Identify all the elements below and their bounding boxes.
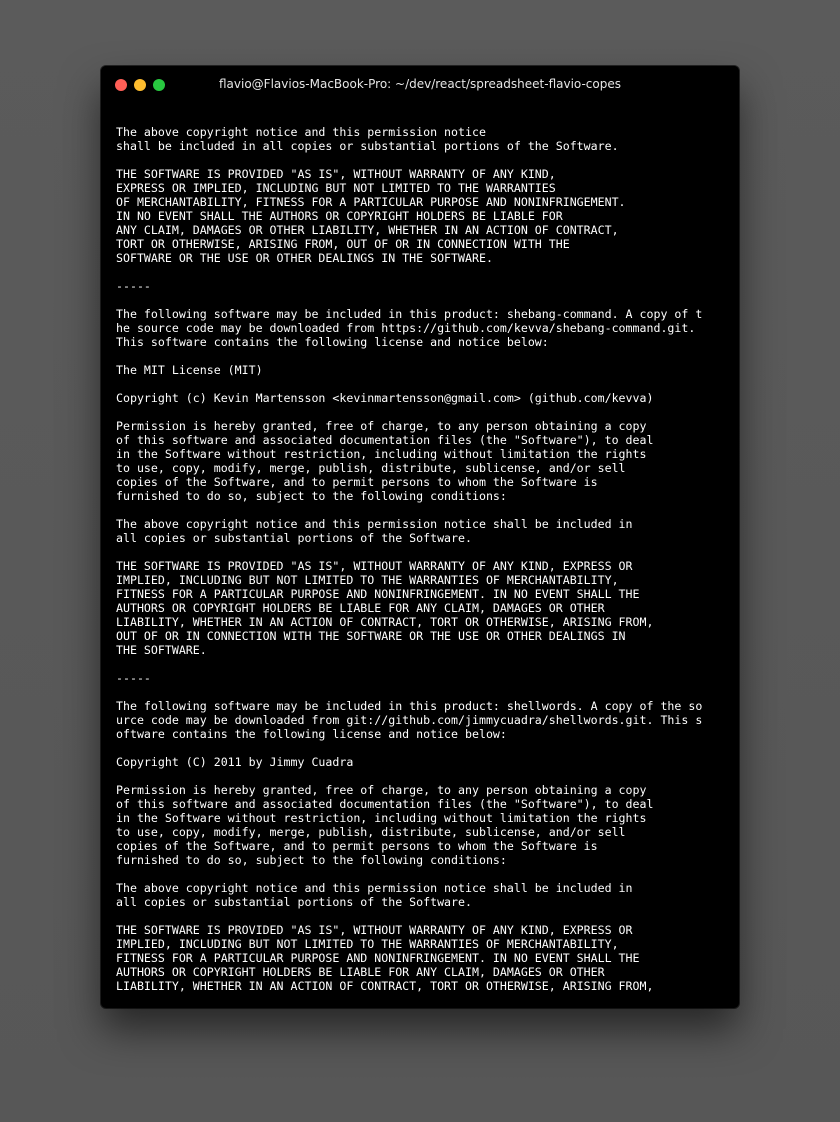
- terminal-line: LIABILITY, WHETHER IN AN ACTION OF CONTRACT, TORT OR OTHERWISE, ARISING FROM,: [116, 615, 654, 629]
- terminal-line: The above copyright notice and this permission notice shall be included in: [116, 881, 633, 895]
- terminal-line: IMPLIED, INCLUDING BUT NOT LIMITED TO THE WARRANTIES OF MERCHANTABILITY,: [116, 937, 619, 951]
- terminal-line: THE SOFTWARE IS PROVIDED "AS IS", WITHOUT WARRANTY OF ANY KIND, EXPRESS OR: [116, 923, 633, 937]
- terminal-line: TORT OR OTHERWISE, ARISING FROM, OUT OF OR IN CONNECTION WITH THE: [116, 237, 570, 251]
- terminal-line: [116, 909, 736, 923]
- terminal-line: to use, copy, modify, merge, publish, distribute, sublicense, and/or sell: [116, 825, 626, 839]
- terminal-line: [116, 685, 736, 699]
- terminal-line: -----: [116, 279, 151, 293]
- terminal-line: [116, 265, 736, 279]
- terminal-line: copies of the Software, and to permit persons to whom the Software is: [116, 475, 598, 489]
- terminal-line: of this software and associated documentation files (the "Software"), to deal: [116, 797, 654, 811]
- terminal-line: THE SOFTWARE IS PROVIDED "AS IS", WITHOUT WARRANTY OF ANY KIND, EXPRESS OR: [116, 559, 633, 573]
- terminal-line: FITNESS FOR A PARTICULAR PURPOSE AND NONINFRINGEMENT. IN NO EVENT SHALL THE: [116, 951, 640, 965]
- terminal-line: in the Software without restriction, including without limitation the rights: [116, 447, 647, 461]
- terminal-line: THE SOFTWARE.: [116, 643, 207, 657]
- terminal-line: [116, 545, 736, 559]
- window-title: flavio@Flavios-MacBook-Pro: ~/dev/react/spreadsheet-flavio-copes: [218, 77, 621, 91]
- terminal-line: [116, 769, 736, 783]
- terminal-line: shall be included in all copies or substantial portions of the Software.: [116, 139, 619, 153]
- terminal-line: Permission is hereby granted, free of charge, to any person obtaining a copy: [116, 419, 647, 433]
- terminal-line: AUTHORS OR COPYRIGHT HOLDERS BE LIABLE FOR ANY CLAIM, DAMAGES OR OTHER: [116, 965, 605, 979]
- terminal-line: Copyright (C) 2011 by Jimmy Cuadra: [116, 755, 354, 769]
- terminal-line: IMPLIED, INCLUDING BUT NOT LIMITED TO THE WARRANTIES OF MERCHANTABILITY,: [116, 573, 619, 587]
- terminal-line: [116, 293, 736, 307]
- terminal-line: The following software may be included in this product: shebang-command. A copy of t: [116, 307, 703, 321]
- terminal-line: [116, 405, 736, 419]
- terminal-line: [116, 153, 736, 167]
- terminal-window: [101, 66, 739, 1008]
- terminal-line: The MIT License (MIT): [116, 363, 263, 377]
- terminal-line: [116, 349, 736, 363]
- terminal-line: of this software and associated documentation files (the "Software"), to deal: [116, 433, 654, 447]
- terminal-line: THE SOFTWARE IS PROVIDED "AS IS", WITHOUT WARRANTY OF ANY KIND,: [116, 167, 556, 181]
- terminal-line: oftware contains the following license and notice below:: [116, 727, 507, 741]
- terminal-line: Copyright (c) Kevin Martensson <kevinmartensson@gmail.com> (github.com/kevva): [116, 391, 654, 405]
- terminal-line: Permission is hereby granted, free of charge, to any person obtaining a copy: [116, 783, 647, 797]
- terminal-line: to use, copy, modify, merge, publish, distribute, sublicense, and/or sell: [116, 461, 626, 475]
- terminal-line: furnished to do so, subject to the following conditions:: [116, 853, 507, 867]
- terminal-line: all copies or substantial portions of the Software.: [116, 895, 472, 909]
- terminal-line: OF MERCHANTABILITY, FITNESS FOR A PARTICULAR PURPOSE AND NONINFRINGEMENT.: [116, 195, 626, 209]
- terminal-line: IN NO EVENT SHALL THE AUTHORS OR COPYRIGHT HOLDERS BE LIABLE FOR: [116, 209, 563, 223]
- terminal-line: OUT OF OR IN CONNECTION WITH THE SOFTWARE OR THE USE OR OTHER DEALINGS IN: [116, 629, 626, 643]
- terminal-line: [116, 377, 736, 391]
- terminal-line: in the Software without restriction, including without limitation the rights: [116, 811, 647, 825]
- terminal-line: ANY CLAIM, DAMAGES OR OTHER LIABILITY, WHETHER IN AN ACTION OF CONTRACT,: [116, 223, 619, 237]
- terminal-line: he source code may be downloaded from https://github.com/kevva/shebang-command.git.: [116, 321, 696, 335]
- terminal-line: The above copyright notice and this permission notice: [116, 125, 486, 139]
- terminal-line: [116, 867, 736, 881]
- terminal-line: [116, 503, 736, 517]
- terminal-line: FITNESS FOR A PARTICULAR PURPOSE AND NONINFRINGEMENT. IN NO EVENT SHALL THE: [116, 587, 640, 601]
- terminal-line: SOFTWARE OR THE USE OR OTHER DEALINGS IN THE SOFTWARE.: [116, 251, 493, 265]
- terminal-line: -----: [116, 671, 151, 685]
- terminal-line: The following software may be included in this product: shellwords. A copy of the so: [116, 699, 703, 713]
- terminal-line: all copies or substantial portions of the Software.: [116, 531, 472, 545]
- terminal-line: [116, 741, 736, 755]
- terminal-line: [116, 657, 736, 671]
- terminal-line: furnished to do so, subject to the following conditions:: [116, 489, 507, 503]
- terminal-line: EXPRESS OR IMPLIED, INCLUDING BUT NOT LIMITED TO THE WARRANTIES: [116, 181, 556, 195]
- terminal-line: AUTHORS OR COPYRIGHT HOLDERS BE LIABLE FOR ANY CLAIM, DAMAGES OR OTHER: [116, 601, 605, 615]
- terminal-line: LIABILITY, WHETHER IN AN ACTION OF CONTRACT, TORT OR OTHERWISE, ARISING FROM,: [116, 979, 654, 993]
- terminal-line: urce code may be downloaded from git://github.com/jimmycuadra/shellwords.git. This s: [116, 713, 703, 727]
- terminal-line: copies of the Software, and to permit persons to whom the Software is: [116, 839, 598, 853]
- terminal-output[interactable]: [116, 125, 736, 993]
- terminal-line: The above copyright notice and this permission notice shall be included in: [116, 517, 633, 531]
- window-titlebar[interactable]: [101, 66, 739, 102]
- terminal-line: This software contains the following license and notice below:: [116, 335, 549, 349]
